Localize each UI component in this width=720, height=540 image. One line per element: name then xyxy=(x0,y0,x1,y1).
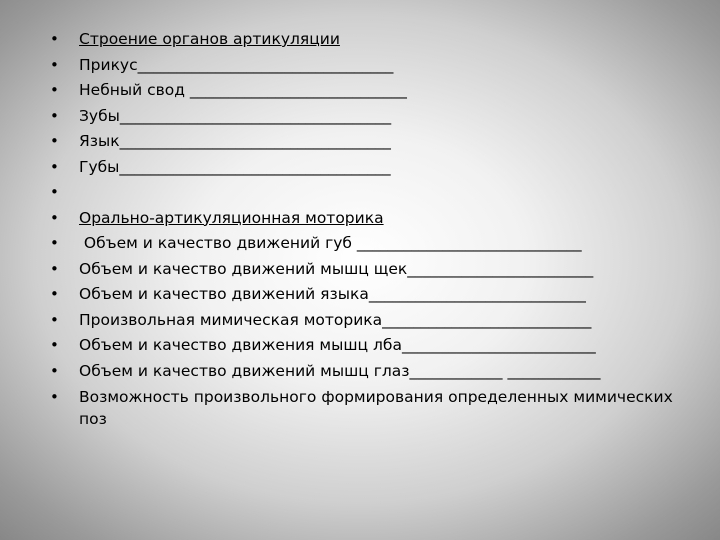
section-heading-oral-motor: Орально-артикуляционная моторика xyxy=(79,208,384,227)
bullet-icon: • xyxy=(50,183,59,201)
bullet-icon: • xyxy=(50,208,59,227)
bullet-icon: • xyxy=(50,157,59,176)
bullet-icon: • xyxy=(50,361,59,380)
bullet-icon: • xyxy=(50,388,59,406)
field-cheek-movements: Объем и качество движений мышц щек________________________ xyxy=(79,259,594,278)
field-lip-movements: Объем и качество движений губ _____________________________ xyxy=(79,234,582,252)
field-forehead-movements: Объем и качество движения мышц лба_________________________ xyxy=(79,336,596,354)
list-item-oral-motor xyxy=(50,206,690,232)
field-lips: Губы___________________________________ xyxy=(79,157,391,176)
list-item-bite xyxy=(50,53,690,79)
list-item-tongue xyxy=(50,129,690,155)
field-palate: Небный свод ____________________________ xyxy=(79,81,407,99)
list-item-eye-movements xyxy=(50,359,690,385)
bullet-icon: • xyxy=(50,132,59,150)
section-heading-articulation: Строение органов артикуляции xyxy=(79,30,340,48)
bullet-icon: • xyxy=(50,55,59,74)
bullet-icon: • xyxy=(50,310,59,329)
bullet-icon: • xyxy=(50,30,59,48)
field-bite: Прикус_________________________________ xyxy=(79,55,394,74)
field-teeth: Зубы___________________________________ xyxy=(79,106,392,125)
list-item-cheek-movements xyxy=(50,257,690,283)
bullet-icon: • xyxy=(50,234,59,252)
bullet-icon: • xyxy=(50,336,59,354)
list-item-empty xyxy=(50,180,690,206)
list-item-lips xyxy=(50,155,690,181)
list-item-facial-motor xyxy=(50,308,690,334)
bullet-icon: • xyxy=(50,81,59,99)
bullet-list xyxy=(50,27,690,430)
bullet-icon: • xyxy=(50,106,59,125)
field-eye-movements: Объем и качество движений мышц глаз____________ ____________ xyxy=(79,361,601,380)
list-item-lip-movements xyxy=(50,231,690,257)
list-item-articulation-structure xyxy=(50,27,690,53)
field-voluntary-poses: Возможность произвольного формирования определенных мимических поз xyxy=(79,388,673,428)
list-item-tongue-movements xyxy=(50,282,690,308)
list-item-palate xyxy=(50,78,690,104)
field-tongue-movements: Объем и качество движений языка____________________________ xyxy=(79,285,586,303)
field-facial-motor: Произвольная мимическая моторика___________________________ xyxy=(79,310,592,329)
bullet-icon: • xyxy=(50,259,59,278)
bullet-icon: • xyxy=(50,285,59,303)
list-item-voluntary-poses xyxy=(50,384,690,430)
list-item-forehead-movements xyxy=(50,333,690,359)
list-item-teeth xyxy=(50,104,690,130)
field-tongue: Язык___________________________________ xyxy=(79,132,391,150)
